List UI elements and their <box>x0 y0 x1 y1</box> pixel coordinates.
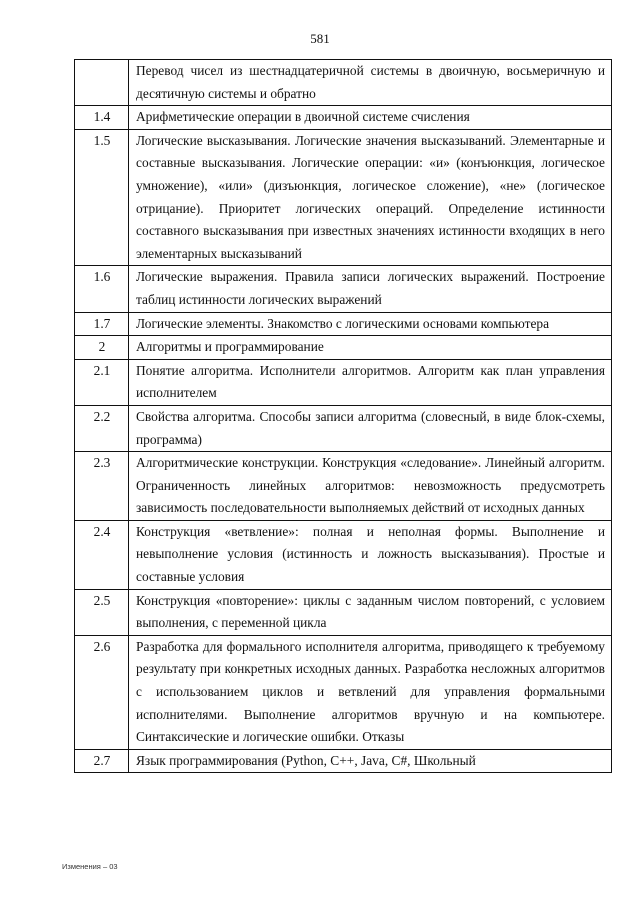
footer-revision-note: Изменения – 03 <box>62 862 118 871</box>
row-number: 1.5 <box>75 129 129 266</box>
row-number: 2.3 <box>75 452 129 521</box>
row-number: 2 <box>75 336 129 360</box>
row-number: 1.7 <box>75 312 129 336</box>
table-row <box>75 60 612 106</box>
table-row <box>75 129 612 266</box>
row-text: Свойства алгоритма. Способы записи алгоритма (словесный, в виде блок-схемы, программа) <box>129 405 612 451</box>
row-text: Язык программирования (Python, C++, Java, C#, Школьный <box>129 749 612 773</box>
row-text: Конструкция «повторение»: циклы с заданным числом повторений, с условием выполнения, с переменной цикла <box>129 589 612 635</box>
table-row <box>75 520 612 589</box>
row-number <box>75 60 129 106</box>
table-row <box>75 405 612 451</box>
row-text: Логические высказывания. Логические значения высказываний. Элементарные и составные высказывания. Логические операции: «и» (конъюнкция, логическое умножение), «или» (дизъюнкция, логическое сложение), «не» (логическое отрицание). Приоритет логических операций. Определение истинности составного высказывания при известных значениях истинности входящих в него элементарных высказываний <box>129 129 612 266</box>
row-text: Конструкция «ветвление»: полная и неполная формы. Выполнение и невыполнение условия (истинность и ложность высказывания). Простые и составные условия <box>129 520 612 589</box>
table-row <box>75 452 612 521</box>
row-text: Алгоритмические конструкции. Конструкция «следование». Линейный алгоритм. Ограниченность линейных алгоритмов: невозможность предусмотреть зависимость последовательности выполняемых действий от исходных данных <box>129 452 612 521</box>
table-row <box>75 312 612 336</box>
row-number: 2.6 <box>75 635 129 749</box>
row-number: 2.1 <box>75 359 129 405</box>
table-row <box>75 749 612 773</box>
row-text: Перевод чисел из шестнадцатеричной системы в двоичную, восьмеричную и десятичную системы и обратно <box>129 60 612 106</box>
row-number: 2.7 <box>75 749 129 773</box>
row-text: Алгоритмы и программирование <box>129 336 612 360</box>
row-number: 1.6 <box>75 266 129 312</box>
row-text: Понятие алгоритма. Исполнители алгоритмов. Алгоритм как план управления исполнителем <box>129 359 612 405</box>
row-text: Логические выражения. Правила записи логических выражений. Построение таблиц истинности логических выражений <box>129 266 612 312</box>
row-text: Разработка для формального исполнителя алгоритма, приводящего к требуемому результату при конкретных исходных данных. Разработка несложных алгоритмов с использованием циклов и ветвлений для управления формальными исполнителями. Выполнение алгоритмов вручную и на компьютере. Синтаксические и логические ошибки. Отказы <box>129 635 612 749</box>
curriculum-table <box>74 59 612 773</box>
row-number: 2.5 <box>75 589 129 635</box>
row-number: 1.4 <box>75 106 129 130</box>
page-number: 581 <box>310 31 330 46</box>
table-row <box>75 635 612 749</box>
row-number: 2.4 <box>75 520 129 589</box>
table-row <box>75 589 612 635</box>
table-row <box>75 106 612 130</box>
table-row <box>75 266 612 312</box>
row-text: Арифметические операции в двоичной системе счисления <box>129 106 612 130</box>
row-number: 2.2 <box>75 405 129 451</box>
table-row <box>75 336 612 360</box>
row-text: Логические элементы. Знакомство с логическими основами компьютера <box>129 312 612 336</box>
table-row <box>75 359 612 405</box>
